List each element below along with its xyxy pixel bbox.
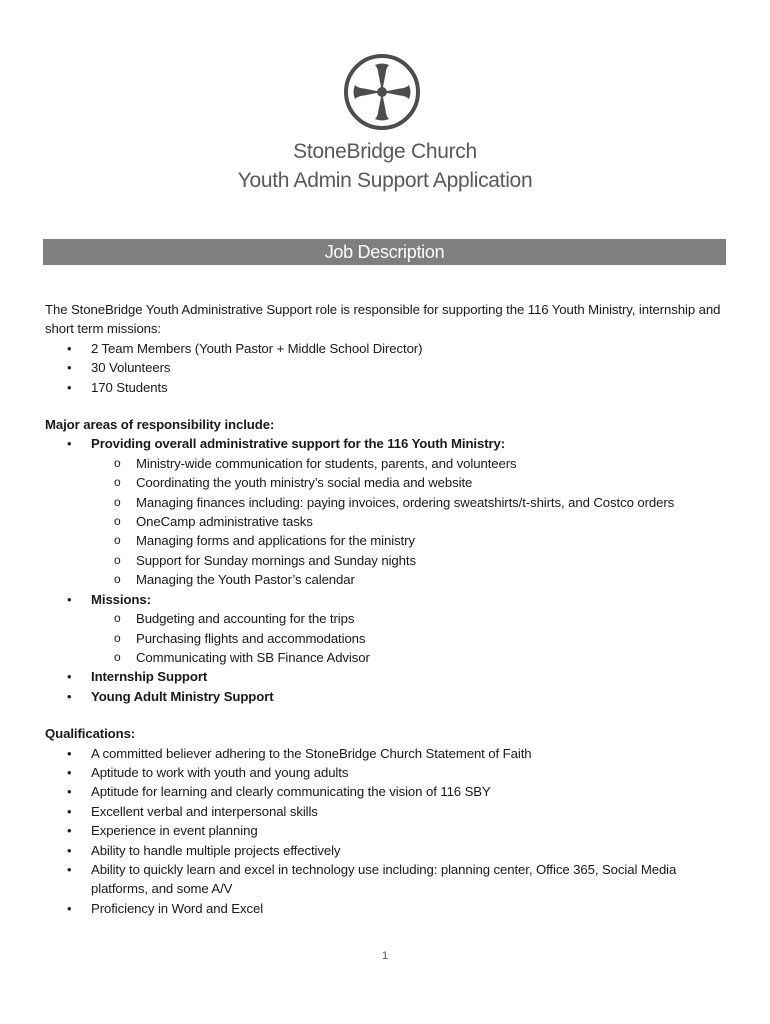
list-item: o Purchasing flights and accommodations: [91, 629, 735, 648]
bullet-icon: •: [67, 900, 72, 916]
list-item: o OneCamp administrative tasks: [91, 512, 735, 531]
list-item: o Budgeting and accounting for the trips: [91, 609, 735, 628]
sub-bullet-icon: o: [114, 533, 121, 548]
bullet-icon: •: [67, 379, 72, 395]
list-item: • Providing overall administrative support for the 116 Youth Ministry: o Ministry-wide communication for students, parents, and volunteers o Coordinating the youth ministry’s social media and website o Managing finances including: paying invoices, ordering sweatshirts/t-shirts, and Costco orders o OneCamp administrative tasks o Managing forms and applications for the ministry o Support for Sunday mornings and Sunday nights o Managing the Youth Pastor’s calendar: [45, 434, 735, 589]
list-item: o Managing forms and applications for the ministry: [91, 531, 735, 550]
sub-bullet-icon: o: [114, 649, 121, 664]
list-item: o Ministry-wide communication for students, parents, and volunteers: [91, 454, 735, 473]
bullet-icon: •: [67, 360, 72, 376]
list-item: • Ability to handle multiple projects effectively: [45, 841, 735, 860]
job-description-body: [45, 300, 735, 918]
list-item: • Internship Support: [45, 667, 735, 686]
sub-list: [91, 609, 735, 667]
list-item: • A committed believer adhering to the StoneBridge Church Statement of Faith: [45, 744, 735, 763]
sub-bullet-icon: o: [114, 630, 121, 645]
section-header-job-description: Job Description: [43, 239, 726, 265]
responsibilities-heading: Major areas of responsibility include:: [45, 417, 275, 433]
sub-bullet-icon: o: [114, 514, 121, 529]
page-number: 1: [381, 950, 389, 962]
sub-bullet-icon: o: [114, 494, 121, 509]
list-item: • Proficiency in Word and Excel: [45, 899, 735, 918]
bullet-icon: •: [67, 591, 72, 607]
church-name: StoneBridge Church: [293, 140, 477, 163]
bullet-icon: •: [67, 842, 72, 858]
bullet-icon: •: [67, 688, 72, 704]
list-item: • 30 Volunteers: [45, 358, 735, 377]
church-cross-logo-icon: [342, 52, 422, 132]
list-item: • Excellent verbal and interpersonal skills: [45, 802, 735, 821]
list-item: • Aptitude to work with youth and young adults: [45, 763, 735, 782]
intro-paragraph: The StoneBridge Youth Administrative Support role is responsible for supporting the 116 Youth Ministry, internship and short term missions:: [45, 302, 721, 337]
list-item: • Young Adult Ministry Support: [45, 687, 735, 706]
sub-bullet-icon: o: [114, 611, 121, 626]
list-item: • 2 Team Members (Youth Pastor + Middle School Director): [45, 339, 735, 358]
application-title: Youth Admin Support Application: [237, 169, 533, 192]
bullet-icon: •: [67, 784, 72, 800]
bullet-icon: •: [67, 861, 72, 877]
bullet-icon: •: [67, 340, 72, 356]
qualifications-heading: Qualifications:: [45, 726, 136, 742]
sub-bullet-icon: o: [114, 572, 121, 587]
list-item: o Managing the Youth Pastor’s calendar: [91, 570, 735, 589]
list-item: o Support for Sunday mornings and Sunday nights: [91, 551, 735, 570]
sub-bullet-icon: o: [114, 475, 121, 490]
sub-bullet-icon: o: [114, 552, 121, 567]
bullet-icon: •: [67, 764, 72, 780]
list-item: • 170 Students: [45, 378, 735, 397]
list-item: o Coordinating the youth ministry’s social media and website: [91, 473, 735, 492]
list-item: o Managing finances including: paying invoices, ordering sweatshirts/t-shirts, and Costco orders: [91, 493, 735, 512]
qualifications-list: [45, 744, 735, 919]
bullet-icon: •: [67, 823, 72, 839]
list-item: • Missions: o Budgeting and accounting for the trips o Purchasing flights and accommodations o Communicating with SB Finance Advisor: [45, 590, 735, 668]
bullet-icon: •: [67, 436, 72, 452]
bullet-icon: •: [67, 745, 72, 761]
list-item: • Experience in event planning: [45, 821, 735, 840]
bullet-icon: •: [67, 803, 72, 819]
sub-list: [91, 454, 735, 590]
sub-bullet-icon: o: [114, 455, 121, 470]
list-item: • Aptitude for learning and clearly communicating the vision of 116 SBY: [45, 782, 735, 801]
responsibilities-list: [45, 434, 735, 706]
bullet-icon: •: [67, 669, 72, 685]
list-item: • Ability to quickly learn and excel in technology use including: planning center, Office 365, Social Media platforms, and some A/V: [67, 861, 677, 897]
list-item: o Communicating with SB Finance Advisor: [91, 648, 735, 667]
intro-list: [45, 339, 735, 397]
